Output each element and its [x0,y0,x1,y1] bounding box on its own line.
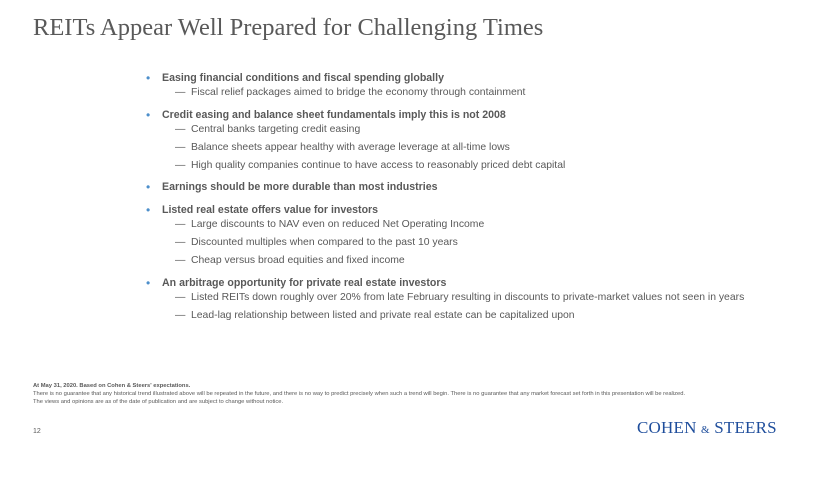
dash-icon: — [175,237,186,248]
logo-text-steers: STEERS [714,418,777,437]
sub-bullet-item [162,237,806,250]
bullet-item [146,70,806,100]
sub-bullet-item [162,310,806,323]
dash-icon: — [175,291,186,303]
bullet-dot-icon: • [146,71,151,85]
sub-bullet-item [162,124,806,137]
footnote-heading: At May 31, 2020. Based on Cohen & Steers' expectations. [33,383,191,389]
sub-bullet-list [162,292,806,323]
bullet-list [146,70,806,329]
bullet-item [146,275,806,323]
slide-title: REITs Appear Well Prepared for Challenging Times [33,14,544,41]
dash-icon: — [175,123,186,135]
footnote-disclaimer: There is no guarantee that any historical trend illustrated above will be repeated in the future, and there is no way to predict precisely when such a trend will begin. There is no guarantee that any market forecast set forth in this presentation will be realized. [33,390,686,397]
sub-bullet-text: Lead-lag relationship between listed and private real estate can be capitalized upon [191,309,575,321]
sub-bullet-list [162,124,806,173]
dash-icon: — [175,309,186,321]
sub-bullet-item [162,255,806,268]
sub-bullet-text: Large discounts to NAV even on reduced Net Operating Income [191,219,485,230]
sub-bullet-item [162,292,806,305]
dash-icon: — [175,255,186,266]
sub-bullet-item [162,219,806,232]
footnote [33,383,823,406]
sub-bullet-item [162,142,806,155]
cohen-steers-logo [637,418,777,438]
sub-bullet-text: Cheap versus broad equities and fixed income [191,255,405,266]
bullet-dot-icon: • [146,180,151,194]
bullet-text: Earnings should be more durable than most industries [162,181,438,193]
sub-bullet-text: Discounted multiples when compared to the past 10 years [191,237,458,248]
sub-bullet-text: Listed REITs down roughly over 20% from late February resulting in discounts to private-market values not seen in years [191,291,745,303]
sub-bullet-item [162,87,806,100]
footnote-views: The views and opinions are as of the date of publication and are subject to change without notice. [33,398,284,405]
sub-bullet-text: Fiscal relief packages aimed to bridge the economy through containment [191,87,526,98]
sub-bullet-text: Central banks targeting credit easing [191,123,361,135]
bullet-text: Credit easing and balance sheet fundamentals imply this is not 2008 [162,108,506,121]
bullet-text: An arbitrage opportunity for private real estate investors [162,276,447,289]
page-number: 12 [33,428,41,435]
sub-bullet-list [162,87,806,100]
sub-bullet-text: High quality companies continue to have access to reasonably priced debt capital [191,159,566,171]
logo-text-cohen: COHEN [637,418,697,437]
bullet-dot-icon: • [146,107,151,122]
sub-bullet-item [162,160,806,173]
dash-icon: — [175,141,186,153]
dash-icon: — [175,159,186,171]
dash-icon: — [175,87,186,98]
bullet-dot-icon: • [146,275,151,290]
logo-ampersand: & [701,424,710,436]
bullet-item [146,202,806,268]
bullet-text: Listed real estate offers value for investors [162,204,379,216]
bullet-item [146,179,806,195]
dash-icon: — [175,219,186,230]
bullet-dot-icon: • [146,203,151,217]
bullet-item [146,107,806,173]
bullet-text: Easing financial conditions and fiscal spending globally [162,72,444,84]
sub-bullet-list [162,219,806,268]
sub-bullet-text: Balance sheets appear healthy with average leverage at all-time lows [191,141,510,153]
